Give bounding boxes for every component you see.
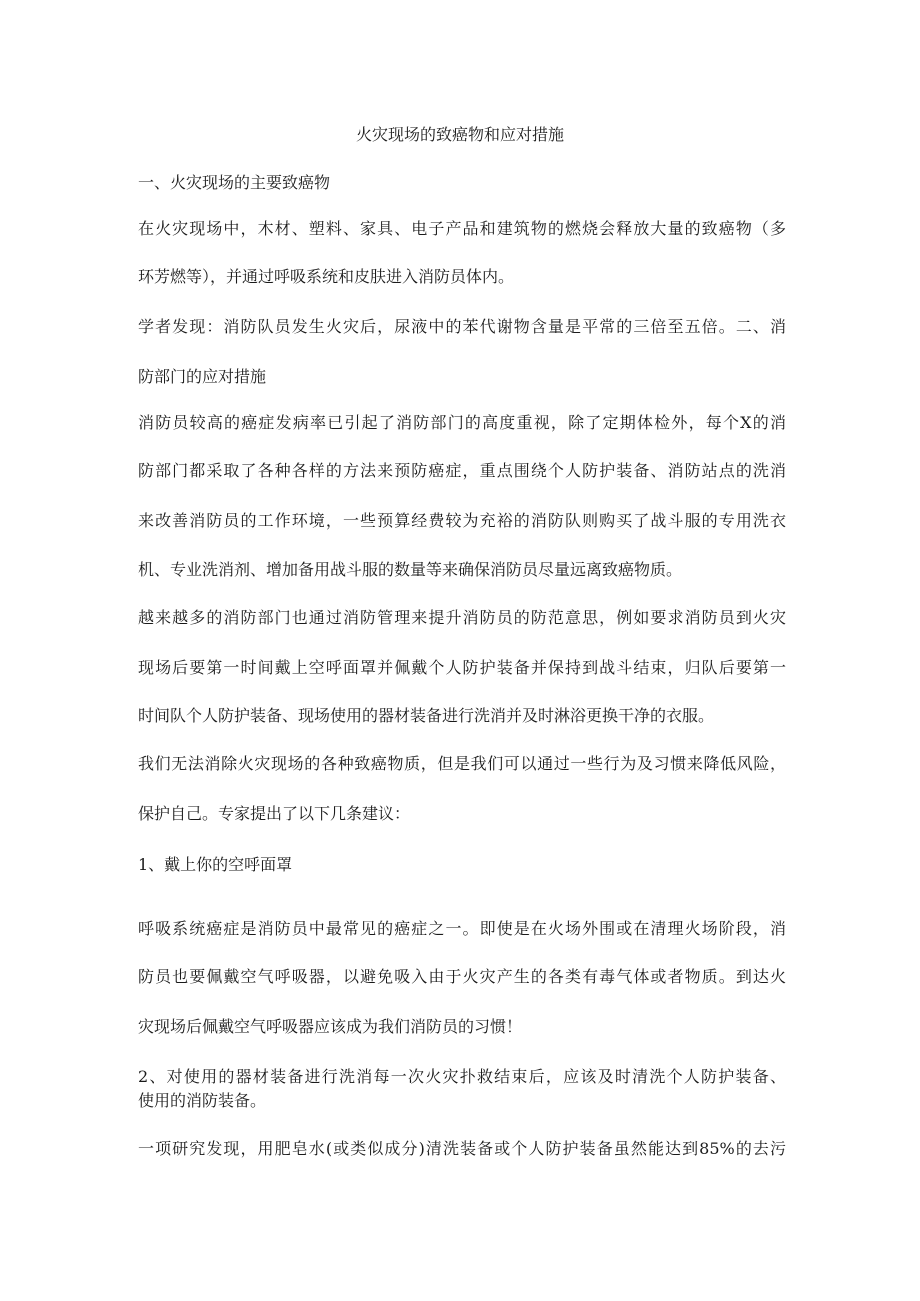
list-item-heading-1: 1、戴上你的空呼面罩	[138, 855, 293, 874]
paragraph-line: 我们无法消除火灾现场的各种致癌物质，但是我们可以通过一些行为及习惯来降低风险，	[138, 754, 786, 773]
paragraph-line: 使用的消防装备。	[138, 1091, 267, 1110]
paragraph-line: 来改善消防员的工作环境，一些预算经费较为充裕的消防队则购买了战斗服的专用洗衣	[138, 511, 786, 530]
paragraph-line: 灾现场后佩戴空气呼吸器应该成为我们消防员的习惯！	[138, 1017, 523, 1036]
paragraph-line: 防部门的应对措施	[138, 367, 267, 386]
list-item-heading-2: 2、对使用的器材装备进行洗消每一次火灾扑救结束后，应该及时清洗个人防护装备、	[138, 1067, 786, 1086]
paragraph-line: 在火灾现场中，木材、塑料、家具、电子产品和建筑物的燃烧会释放大量的致癌物（多	[138, 219, 786, 238]
paragraph-line: 呼吸系统癌症是消防员中最常见的癌症之一。即使是在火场外围或在清理火场阶段，消	[138, 919, 786, 938]
paragraph-line: 学者发现：消防队员发生火灾后，尿液中的苯代谢物含量是平常的三倍至五倍。二、消	[138, 317, 786, 336]
paragraph-line: 现场后要第一时间戴上空呼面罩并佩戴个人防护装备并保持到战斗结束，归队后要第一	[138, 658, 786, 677]
paragraph-line: 防部门都采取了各种各样的方法来预防癌症，重点围绕个人防护装备、消防站点的洗消	[138, 461, 786, 480]
document-title: 火灾现场的致癌物和应对措施	[355, 125, 564, 144]
paragraph-line: 保护自己。专家提出了以下几条建议：	[138, 804, 411, 823]
paragraph-line: 防员也要佩戴空气呼吸器，以避免吸入由于火灾产生的各类有毒气体或者物质。到达火	[138, 967, 786, 986]
section-heading-1: 一、火灾现场的主要致癌物	[138, 173, 331, 192]
paragraph-line: 环芳燃等），并通过呼吸系统和皮肤进入消防员体内。	[138, 267, 515, 286]
paragraph-line: 消防员较高的癌症发病率已引起了消防部门的高度重视，除了定期体检外，每个X的消	[138, 413, 786, 432]
paragraph-line: 时间队个人防护装备、现场使用的器材装备进行洗消并及时淋浴更换干净的衣服。	[138, 706, 715, 725]
paragraph-line: 机、专业洗消剂、增加备用战斗服的数量等来确保消防员尽量远离致癌物质。	[138, 560, 683, 579]
paragraph-line: 越来越多的消防部门也通过消防管理来提升消防员的防范意思，例如要求消防员到火灾	[138, 608, 786, 627]
paragraph-line: 一项研究发现，用肥皂水(或类似成分)清洗装备或个人防护装备虽然能达到85%的去污	[138, 1139, 786, 1158]
